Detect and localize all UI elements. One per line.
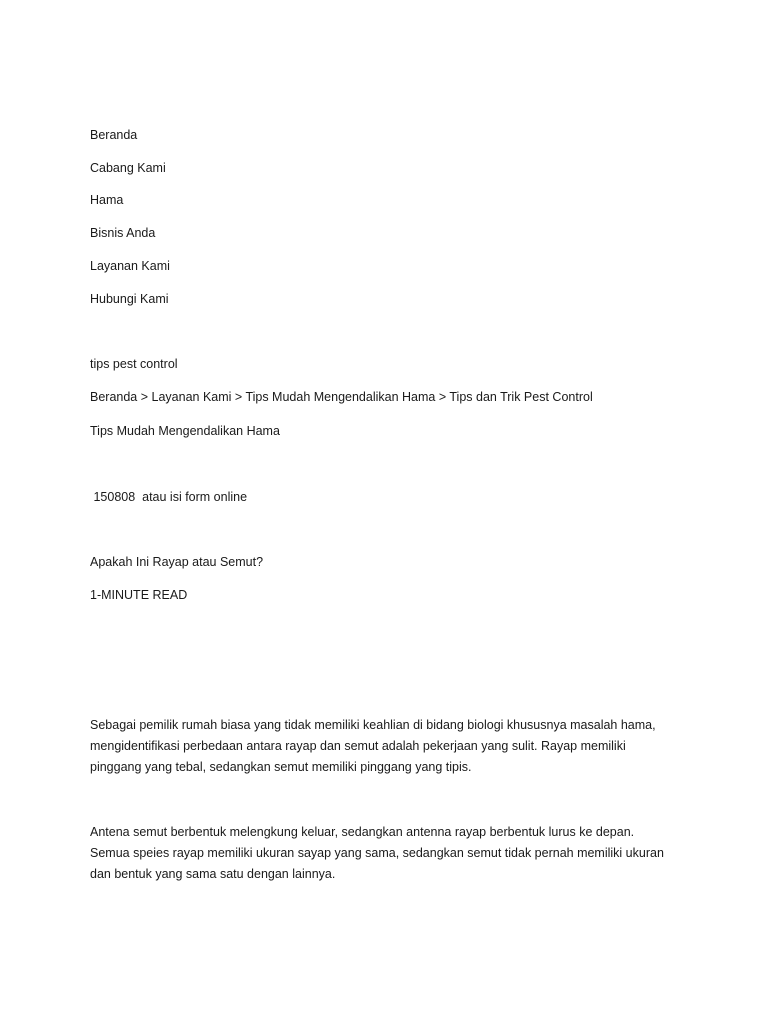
breadcrumb[interactable]: Beranda > Layanan Kami > Tips Mudah Mengendalikan Hama > Tips dan Trik Pest Control [90, 390, 593, 404]
article-title: Apakah Ini Rayap atau Semut? [90, 555, 264, 569]
nav-item-layanan-kami[interactable]: Layanan Kami [90, 259, 170, 273]
paragraph-line: Antena semut berbentuk melengkung keluar, sedangkan antenna rayap berbentuk lurus ke depan. [90, 825, 635, 839]
paragraph-line: mengidentifikasi perbedaan antara rayap dan semut adalah pekerjaan yang sulit. Rayap memiliki [90, 739, 626, 753]
nav-item-cabang-kami[interactable]: Cabang Kami [90, 161, 166, 175]
article-paragraph-1 [90, 715, 680, 778]
nav-item-hama[interactable]: Hama [90, 193, 124, 207]
paragraph-line: Semua speies rayap memiliki ukuran sayap yang sama, sedangkan semut tidak pernah memiliki ukuran [90, 846, 664, 860]
article-paragraph-2 [90, 822, 680, 885]
category-tag: tips pest control [90, 357, 178, 371]
nav-item-beranda[interactable]: Beranda [90, 128, 138, 142]
nav-item-hubungi-kami[interactable]: Hubungi Kami [90, 292, 169, 306]
page-subtitle: Tips Mudah Mengendalikan Hama [90, 424, 280, 438]
paragraph-line: pinggang yang tebal, sedangkan semut memiliki pinggang yang tipis. [90, 760, 472, 774]
contact-text: 150808 atau isi form online [90, 490, 248, 504]
paragraph-line: dan bentuk yang sama satu dengan lainnya. [90, 867, 336, 881]
read-time-label: 1-MINUTE READ [90, 588, 188, 602]
nav-item-bisnis-anda[interactable]: Bisnis Anda [90, 226, 156, 240]
paragraph-line: Sebagai pemilik rumah biasa yang tidak memiliki keahlian di bidang biologi khususnya masalah hama, [90, 718, 656, 732]
